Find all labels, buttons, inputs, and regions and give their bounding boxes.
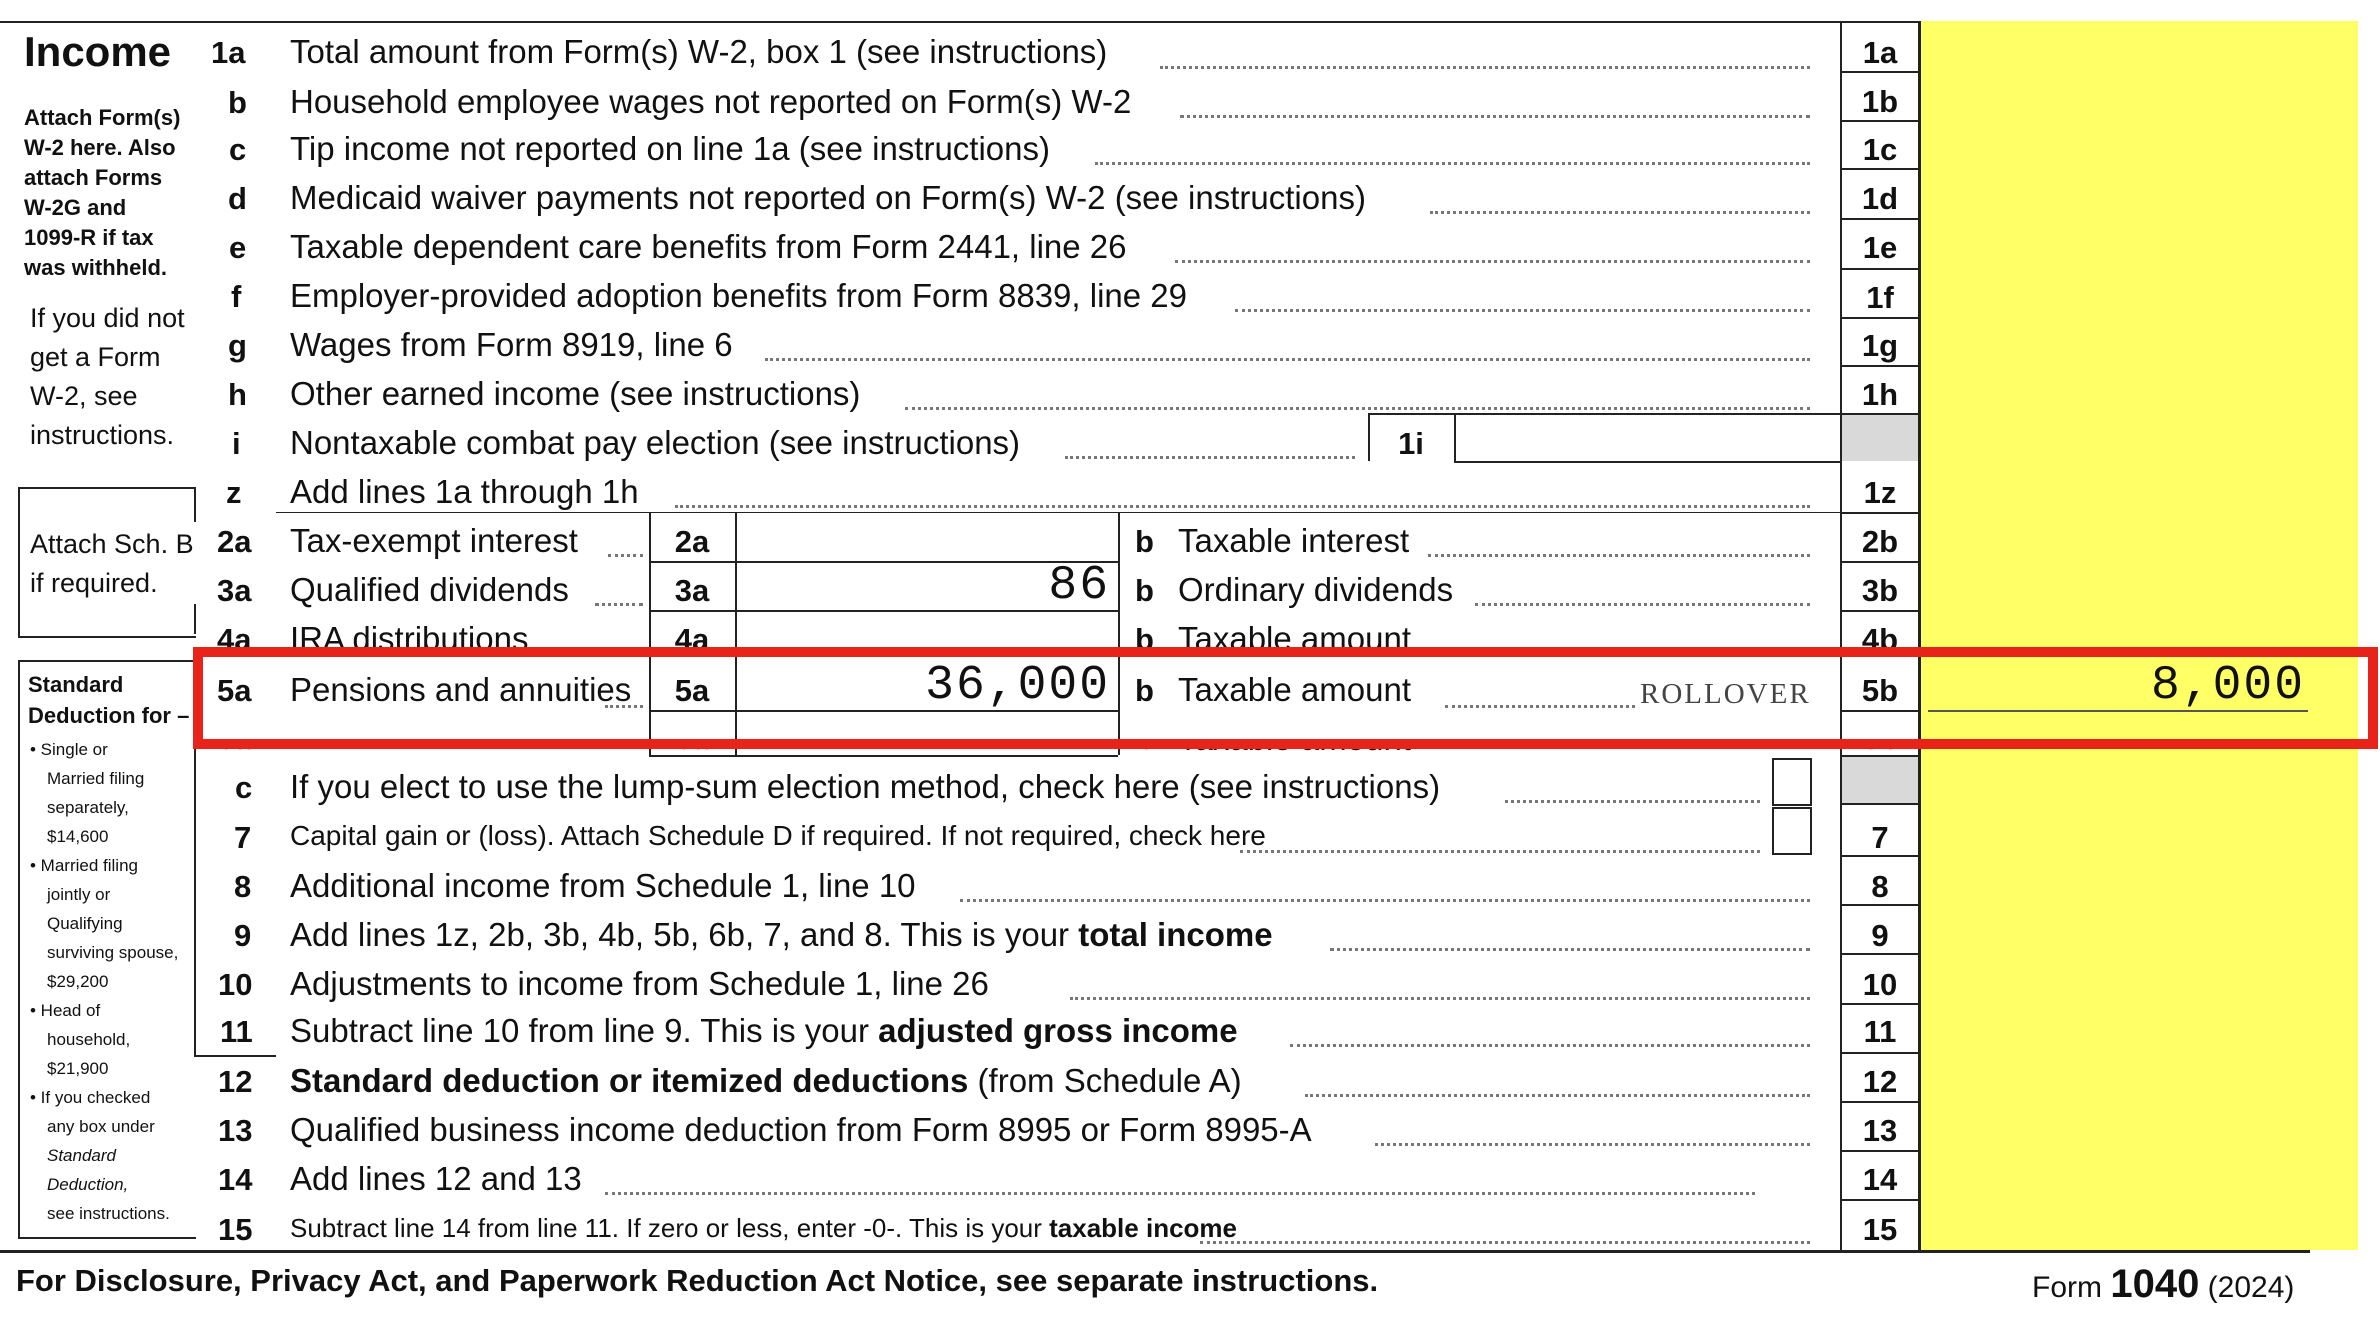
line-4b-letter: b (1135, 622, 1154, 657)
line-5b-label: Taxable amount (1178, 671, 1411, 708)
line-1c-box-label: 1c (1862, 132, 1898, 167)
line-1b-amount-field[interactable] (1920, 72, 2300, 120)
line-5b-letter: b (1135, 673, 1154, 708)
line-3a-amount[interactable]: 86 (1048, 559, 1110, 613)
line-10-amount-field[interactable] (1920, 954, 2300, 1003)
line-13-number: 13 (218, 1113, 253, 1148)
line-1i-amount-field[interactable] (1456, 415, 1838, 460)
shaded-cell-1i (1840, 413, 1918, 461)
sidebar-std-deduction-list: • Single or Married filing separately, $14,600 • Married filing jointly or Qualifying surviving spouse, $29,200 • Head of household, $21,900 • If you checked any box under Standard Deduction, see instructions. (30, 740, 179, 1223)
line-12-number: 12 (218, 1064, 253, 1099)
line-1g-box-label: 1g (1861, 328, 1899, 363)
line-3b-box-label: 3b (1861, 573, 1899, 608)
line-4a-label: IRA distributions (290, 620, 529, 657)
line-1h-label: Other earned income (see instructions) (290, 375, 861, 412)
line-1a-label: Total amount from Form(s) W-2, box 1 (see instructions) (290, 33, 1108, 70)
line-1a-number: 1a (211, 35, 246, 70)
line-10-box-label: 10 (1862, 967, 1898, 1002)
line-1d-box-label: 1d (1861, 181, 1899, 216)
line-10-number: 10 (218, 967, 253, 1002)
line-1z-number: z (226, 475, 242, 510)
line-11-box-label: 11 (1863, 1014, 1897, 1049)
line-8-number: 8 (234, 869, 252, 904)
line-14-label: Add lines 12 and 13 (290, 1160, 582, 1197)
line-6c-label: If you elect to use the lump-sum election method, check here (see instructions) (290, 768, 1441, 805)
line-1h-number: h (228, 377, 247, 412)
sidebar-attach-note: Attach Form(s) W-2 here. Also attach Forms W-2G and 1099-R if tax was withheld. (24, 105, 181, 280)
footer-notice: For Disclosure, Privacy Act, and Paperwork Reduction Act Notice, see separate instructions. (16, 1263, 1379, 1298)
line-7-label: Capital gain or (loss). Attach Schedule D if required. If not required, check here (290, 820, 1266, 851)
line-1z-amount-field[interactable] (1920, 462, 2300, 512)
line-5a-number: 5a (217, 673, 252, 708)
line-7-amount-field[interactable] (1920, 804, 2300, 855)
line-14-amount-field[interactable] (1920, 1151, 2300, 1199)
line-13-box-label: 13 (1862, 1113, 1898, 1148)
line-3b-letter: b (1135, 573, 1154, 608)
line-1f-label: Employer-provided adoption benefits from Form 8839, line 29 (290, 277, 1187, 314)
top-rule (0, 21, 1918, 23)
line-1c-label: Tip income not reported on line 1a (see instructions) (290, 130, 1050, 167)
line-1g-amount-field[interactable] (1920, 318, 2300, 365)
line-1g-label: Wages from Form 8919, line 6 (290, 326, 733, 363)
line-5b-box-label: 5b (1861, 673, 1899, 708)
section-title: Income (24, 28, 172, 75)
line-9-amount-field[interactable] (1920, 905, 2300, 953)
line-1d-number: d (228, 181, 247, 216)
line-4a-number: 4a (217, 622, 252, 657)
line-1f-number: f (231, 279, 242, 314)
line-9-label: Add lines 1z, 2b, 3b, 4b, 5b, 6b, 7, and 8. This is your total income (290, 916, 1273, 953)
line-1a-box-label: 1a (1862, 35, 1898, 70)
line-5a-label: Pensions and annuities (290, 671, 632, 708)
line-1i-label: Nontaxable combat pay election (see instructions) (290, 424, 1021, 461)
line-8-box-label: 8 (1871, 869, 1889, 904)
line-2a-number: 2a (217, 524, 252, 559)
line-1c-amount-field[interactable] (1920, 121, 2300, 168)
line-10-label: Adjustments to income from Schedule 1, line 26 (290, 965, 989, 1002)
line-9-box-label: 9 (1871, 918, 1889, 953)
line-14-box-label: 14 (1862, 1162, 1898, 1197)
line-13-amount-field[interactable] (1920, 1102, 2300, 1150)
form-identifier: Form 1040 (2024) (2032, 1262, 2295, 1306)
line-1b-number: b (228, 85, 247, 120)
line-12-box-label: 12 (1862, 1064, 1898, 1099)
line-5a-box-label: 5a (674, 673, 710, 708)
line-5b-rollover-note: ROLLOVER (1640, 678, 1811, 710)
line-15-box-label: 15 (1862, 1212, 1898, 1247)
line-1h-amount-field[interactable] (1920, 366, 2300, 413)
line-9-number: 9 (234, 918, 252, 953)
line-6c-letter: c (235, 770, 253, 805)
line-11-amount-field[interactable] (1920, 1004, 2300, 1052)
line-1c-number: c (229, 132, 247, 167)
line-13-label: Qualified business income deduction from Form 8995 or Form 8995-A (290, 1111, 1312, 1148)
line-1d-amount-field[interactable] (1920, 169, 2300, 218)
line-1e-label: Taxable dependent care benefits from Form 2441, line 26 (290, 228, 1127, 265)
line-1e-amount-field[interactable] (1920, 219, 2300, 268)
line-1h-box-label: 1h (1861, 377, 1899, 412)
line-3a-label: Qualified dividends (290, 571, 569, 608)
line-1z-label: Add lines 1a through 1h (290, 473, 639, 510)
line-5a-amount[interactable]: 36,000 (925, 659, 1110, 713)
line-5b-amount[interactable]: 8,000 (2150, 659, 2305, 713)
sidebar-no-w2-note: If you did not get a Form W-2, see instructions. (30, 303, 185, 450)
sidebar-std-deduction-title: Standard Deduction for – (28, 672, 190, 728)
line-1i-box-label: 1i (1398, 426, 1424, 461)
line-3a-number: 3a (217, 573, 252, 608)
line-8-label: Additional income from Schedule 1, line 10 (290, 867, 916, 904)
line-1a-amount-field[interactable] (1920, 21, 2300, 71)
line-2a-box-label: 2a (674, 524, 710, 559)
line-12-amount-field[interactable] (1920, 1053, 2300, 1101)
line-1d-label: Medicaid waiver payments not reported on Form(s) W-2 (see instructions) (290, 179, 1366, 216)
line-1z-box-label: 1z (1863, 475, 1897, 510)
line-14-number: 14 (218, 1162, 253, 1197)
line-15-label: Subtract line 14 from line 11. If zero or less, enter -0-. This is your taxable income (290, 1213, 1237, 1243)
sidebar-sch-b-note: Attach Sch. B if required. (30, 529, 194, 598)
line-2b-label: Taxable interest (1178, 522, 1410, 559)
line-2a-label: Tax-exempt interest (290, 522, 578, 559)
line-4b-label: Taxable amount (1178, 620, 1411, 657)
line-7-number: 7 (234, 820, 252, 855)
line-1b-box-label: 1b (1861, 84, 1899, 119)
line-3a-box-label: 3a (674, 573, 710, 608)
line-2b-box-label: 2b (1861, 524, 1899, 559)
line-4a-box-label: 4a (674, 622, 710, 657)
line-15-amount-field[interactable] (1920, 1200, 2300, 1250)
line-6c-lump-sum-checkbox[interactable] (1772, 758, 1812, 806)
line-1g-number: g (228, 328, 247, 363)
line-1b-label: Household employee wages not reported on Form(s) W-2 (290, 83, 1132, 120)
line-8-amount-field[interactable] (1920, 856, 2300, 904)
line-1f-box-label: 1f (1866, 280, 1894, 315)
line-7-capital-gain-checkbox[interactable] (1772, 807, 1812, 855)
line-7-box-label: 7 (1871, 820, 1889, 855)
line-2b-letter: b (1135, 524, 1154, 559)
shaded-cell-6c (1840, 755, 1918, 803)
line-12-label: Standard deduction or itemized deductions (from Schedule A) (290, 1062, 1242, 1099)
line-15-number: 15 (218, 1212, 253, 1247)
line-1i-number: i (232, 426, 241, 461)
annotation-highlight-box (193, 647, 2378, 749)
line-1e-box-label: 1e (1862, 230, 1898, 265)
line-11-label: Subtract line 10 from line 9. This is your adjusted gross income (290, 1012, 1238, 1049)
line-1f-amount-field[interactable] (1920, 269, 2300, 317)
line-11-number: 11 (220, 1014, 253, 1049)
line-4b-box-label: 4b (1861, 622, 1899, 657)
line-1e-number: e (229, 230, 247, 265)
line-3b-label: Ordinary dividends (1178, 571, 1454, 608)
